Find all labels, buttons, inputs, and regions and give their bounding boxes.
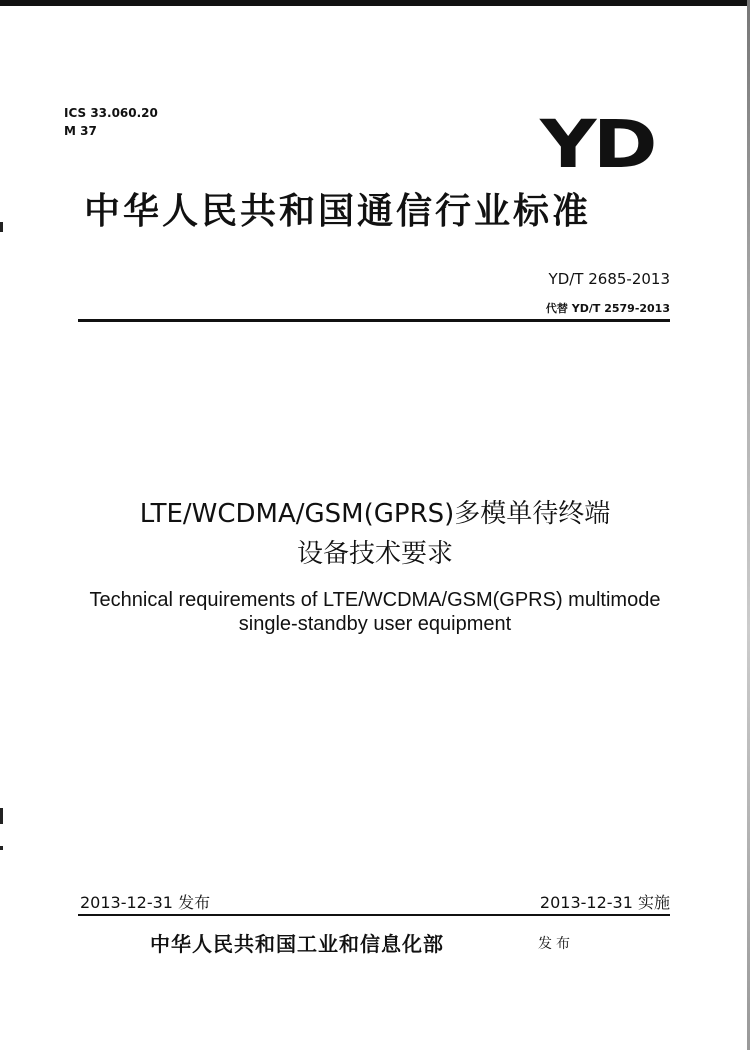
ics-code: ICS 33.060.20	[64, 106, 158, 120]
scan-top-border	[0, 0, 750, 6]
publisher: 中华人民共和国工业和信息化部	[150, 932, 444, 956]
scan-margin-mark	[0, 846, 3, 850]
publish-label: 发布	[538, 936, 574, 952]
issue-date: 2013-12-31 发布	[80, 893, 211, 912]
scan-margin-mark	[0, 222, 3, 232]
scan-margin-mark	[0, 808, 3, 824]
ccs-code: M 37	[64, 124, 97, 138]
header-divider	[78, 319, 670, 322]
document-title-en-continued: single-standby user equipment	[238, 613, 512, 635]
document-title-cn-continued: 设备技术要求	[296, 539, 453, 569]
footer-divider	[78, 914, 670, 916]
replaces-standard: 代替 YD/T 2579-2013	[545, 302, 670, 315]
industry-standard-title: 中华人民共和国通信行业标准	[84, 191, 592, 232]
document-title-cn: LTE/WCDMA/GSM(GPRS)多模单待终端	[139, 499, 611, 529]
implementation-date: 2013-12-31 实施	[539, 893, 670, 912]
standard-code: YD/T 2685-2013	[548, 270, 670, 288]
yd-logo: YD	[540, 106, 654, 183]
classification-codes	[64, 104, 158, 140]
document-title-en: Technical requirements of LTE/WCDMA/GSM(GPRS) multimode	[89, 589, 661, 611]
